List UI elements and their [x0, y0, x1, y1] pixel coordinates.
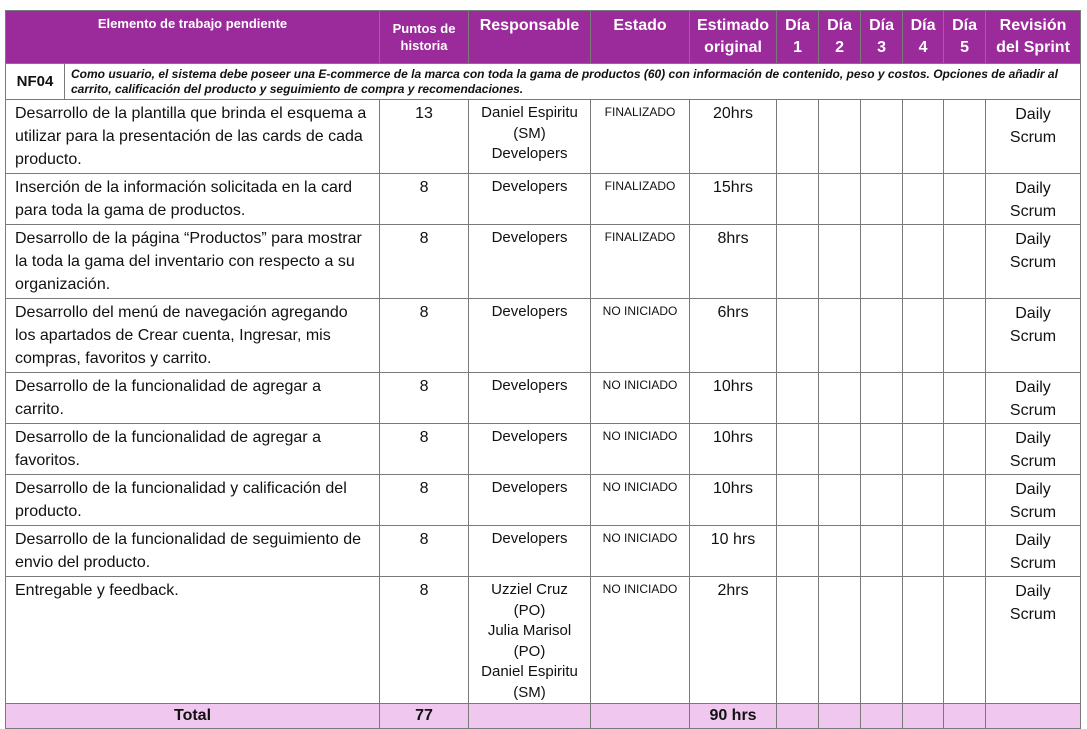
responsable-cell	[469, 526, 591, 577]
day-3-cell	[861, 100, 903, 174]
header-puntos: Puntos de historia	[380, 11, 469, 64]
table-row	[6, 373, 1081, 424]
revision-line: Scrum	[1009, 129, 1057, 146]
day-3-cell	[861, 475, 903, 526]
status-cell: FINALIZADO	[591, 100, 690, 174]
total-empty-cell	[986, 704, 1081, 729]
day-2-cell	[819, 299, 861, 373]
revision-cell	[986, 225, 1081, 299]
responsable-line: Developers	[491, 377, 568, 394]
day-2-cell	[819, 174, 861, 225]
task-cell: Desarrollo de la página “Productos” para mostrar la toda la gama del inventario con respecto a su organización.	[6, 225, 380, 299]
day-4-cell	[903, 475, 944, 526]
responsable-cell	[469, 424, 591, 475]
responsable-line: (SM)	[513, 124, 546, 142]
day-1-cell	[777, 526, 819, 577]
day-1-cell	[777, 373, 819, 424]
responsable-line: (PO)	[513, 601, 546, 619]
header-responsable: Responsable	[469, 11, 591, 64]
total-empty-cell	[861, 704, 903, 729]
day-3-cell	[861, 299, 903, 373]
revision-line: Daily	[1015, 231, 1051, 248]
story-id: NF04	[6, 64, 65, 100]
revision-line: Scrum	[1009, 328, 1057, 345]
total-empty-cell	[591, 704, 690, 729]
total-estimado: 90 hrs	[690, 704, 777, 729]
day-5-cell	[944, 225, 986, 299]
day-3-cell	[861, 373, 903, 424]
table-row	[6, 526, 1081, 577]
total-points: 77	[380, 704, 469, 729]
responsable-line: Daniel Espiritu	[481, 104, 578, 121]
story-description: Como usuario, el sistema debe poseer una E-commerce de la marca con toda la gama de productos (60) con información de contenido, peso y costos. Opciones de añadir al carrito, calificación del producto y seguimiento de compra y recomendaciones.	[65, 64, 1081, 100]
status-cell: NO INICIADO	[591, 424, 690, 475]
day-4-cell	[903, 373, 944, 424]
estimate-cell: 10hrs	[690, 424, 777, 475]
task-cell: Inserción de la información solicitada en la card para toda la gama de productos.	[6, 174, 380, 225]
day-1-cell	[777, 299, 819, 373]
day-5-cell	[944, 577, 986, 704]
responsable-line: Developers	[491, 178, 568, 195]
revision-line: Daily	[1015, 583, 1051, 600]
day-3-cell	[861, 225, 903, 299]
total-empty-cell	[903, 704, 944, 729]
table-row	[6, 577, 1081, 704]
header-dia-4: Día 4	[903, 11, 944, 64]
status-cell: NO INICIADO	[591, 475, 690, 526]
day-1-cell	[777, 100, 819, 174]
header-elemento: Elemento de trabajo pendiente	[6, 11, 380, 64]
revision-line: Scrum	[1009, 453, 1057, 470]
table-row	[6, 174, 1081, 225]
responsable-line: (SM)	[513, 683, 546, 701]
header-estado: Estado	[591, 11, 690, 64]
total-empty-cell	[819, 704, 861, 729]
revision-line: Scrum	[1009, 504, 1057, 521]
revision-cell	[986, 526, 1081, 577]
revision-line: Daily	[1015, 305, 1051, 322]
day-5-cell	[944, 373, 986, 424]
day-2-cell	[819, 424, 861, 475]
day-5-cell	[944, 174, 986, 225]
revision-cell	[986, 299, 1081, 373]
table-row	[6, 475, 1081, 526]
estimate-cell: 10 hrs	[690, 526, 777, 577]
status-cell: NO INICIADO	[591, 526, 690, 577]
revision-cell	[986, 373, 1081, 424]
task-cell: Desarrollo de la funcionalidad de seguimiento de envio del producto.	[6, 526, 380, 577]
task-cell: Desarrollo de la funcionalidad y calificación del producto.	[6, 475, 380, 526]
points-cell: 8	[380, 475, 469, 526]
revision-line: Daily	[1015, 180, 1051, 197]
header-dia-5: Día 5	[944, 11, 986, 64]
day-5-cell	[944, 100, 986, 174]
day-5-cell	[944, 526, 986, 577]
revision-cell	[986, 424, 1081, 475]
header-dia-3: Día 3	[861, 11, 903, 64]
estimate-cell: 6hrs	[690, 299, 777, 373]
total-empty-cell	[469, 704, 591, 729]
table-row	[6, 225, 1081, 299]
day-3-cell	[861, 424, 903, 475]
revision-cell	[986, 174, 1081, 225]
responsable-cell	[469, 577, 591, 704]
revision-line: Scrum	[1009, 555, 1057, 572]
day-3-cell	[861, 577, 903, 704]
revision-line: Daily	[1015, 532, 1051, 549]
day-2-cell	[819, 225, 861, 299]
day-3-cell	[861, 526, 903, 577]
estimate-cell: 15hrs	[690, 174, 777, 225]
revision-line: Scrum	[1009, 606, 1057, 623]
header-dia-2: Día 2	[819, 11, 861, 64]
responsable-cell	[469, 174, 591, 225]
header-estimado: Estimado original	[690, 11, 777, 64]
revision-line: Scrum	[1009, 203, 1057, 220]
estimate-cell: 10hrs	[690, 373, 777, 424]
revision-line: Scrum	[1009, 402, 1057, 419]
table-row	[6, 299, 1081, 373]
points-cell: 8	[380, 577, 469, 704]
day-1-cell	[777, 225, 819, 299]
responsable-cell	[469, 225, 591, 299]
day-4-cell	[903, 225, 944, 299]
status-cell: FINALIZADO	[591, 174, 690, 225]
estimate-cell: 10hrs	[690, 475, 777, 526]
status-cell: NO INICIADO	[591, 373, 690, 424]
responsable-line: (PO)	[513, 642, 546, 660]
day-5-cell	[944, 299, 986, 373]
task-cell: Desarrollo de la plantilla que brinda el esquema a utilizar para la presentación de las cards de cada producto.	[6, 100, 380, 174]
header-row	[6, 11, 1081, 64]
revision-line: Scrum	[1009, 254, 1057, 271]
task-cell: Entregable y feedback.	[6, 577, 380, 704]
day-4-cell	[903, 174, 944, 225]
estimate-cell: 20hrs	[690, 100, 777, 174]
task-cell: Desarrollo de la funcionalidad de agregar a carrito.	[6, 373, 380, 424]
responsable-line: Julia Marisol	[487, 622, 572, 639]
status-cell: NO INICIADO	[591, 577, 690, 704]
table-row	[6, 100, 1081, 174]
responsable-line: Developers	[491, 428, 568, 445]
responsable-line: Developers	[491, 145, 568, 162]
total-empty-cell	[944, 704, 986, 729]
responsable-line: Developers	[491, 479, 568, 496]
responsable-cell	[469, 475, 591, 526]
sprint-backlog	[5, 10, 1081, 729]
points-cell: 8	[380, 225, 469, 299]
revision-line: Daily	[1015, 481, 1051, 498]
day-1-cell	[777, 475, 819, 526]
points-cell: 8	[380, 299, 469, 373]
revision-line: Daily	[1015, 379, 1051, 396]
revision-cell	[986, 475, 1081, 526]
day-1-cell	[777, 424, 819, 475]
points-cell: 8	[380, 174, 469, 225]
day-2-cell	[819, 100, 861, 174]
estimate-cell: 8hrs	[690, 225, 777, 299]
day-2-cell	[819, 577, 861, 704]
revision-line: Daily	[1015, 430, 1051, 447]
status-cell: NO INICIADO	[591, 299, 690, 373]
day-1-cell	[777, 174, 819, 225]
points-cell: 8	[380, 526, 469, 577]
revision-cell	[986, 577, 1081, 704]
responsable-line: Daniel Espiritu	[481, 663, 578, 680]
responsable-line: Developers	[491, 530, 568, 547]
day-5-cell	[944, 424, 986, 475]
day-4-cell	[903, 100, 944, 174]
sprint-backlog-table	[5, 10, 1081, 729]
responsable-line: Developers	[491, 229, 568, 246]
table-row	[6, 424, 1081, 475]
responsable-line: Uzziel Cruz	[491, 581, 568, 598]
story-row	[6, 64, 1081, 100]
day-1-cell	[777, 577, 819, 704]
day-2-cell	[819, 526, 861, 577]
header-dia-1: Día 1	[777, 11, 819, 64]
points-cell: 8	[380, 424, 469, 475]
day-3-cell	[861, 174, 903, 225]
task-cell: Desarrollo de la funcionalidad de agregar a favoritos.	[6, 424, 380, 475]
revision-cell	[986, 100, 1081, 174]
day-2-cell	[819, 373, 861, 424]
responsable-cell	[469, 100, 591, 174]
status-cell: FINALIZADO	[591, 225, 690, 299]
task-cell: Desarrollo del menú de navegación agregando los apartados de Crear cuenta, Ingresar, mis compras, favoritos y carrito.	[6, 299, 380, 373]
responsable-line: Developers	[491, 303, 568, 320]
total-row	[6, 704, 1081, 729]
estimate-cell: 2hrs	[690, 577, 777, 704]
points-cell: 13	[380, 100, 469, 174]
day-4-cell	[903, 526, 944, 577]
points-cell: 8	[380, 373, 469, 424]
day-5-cell	[944, 475, 986, 526]
day-4-cell	[903, 299, 944, 373]
responsable-cell	[469, 299, 591, 373]
day-2-cell	[819, 475, 861, 526]
total-label: Total	[6, 704, 380, 729]
responsable-cell	[469, 373, 591, 424]
total-empty-cell	[777, 704, 819, 729]
header-revision: Revisión del Sprint	[986, 11, 1081, 64]
day-4-cell	[903, 577, 944, 704]
revision-line: Daily	[1015, 106, 1051, 123]
day-4-cell	[903, 424, 944, 475]
